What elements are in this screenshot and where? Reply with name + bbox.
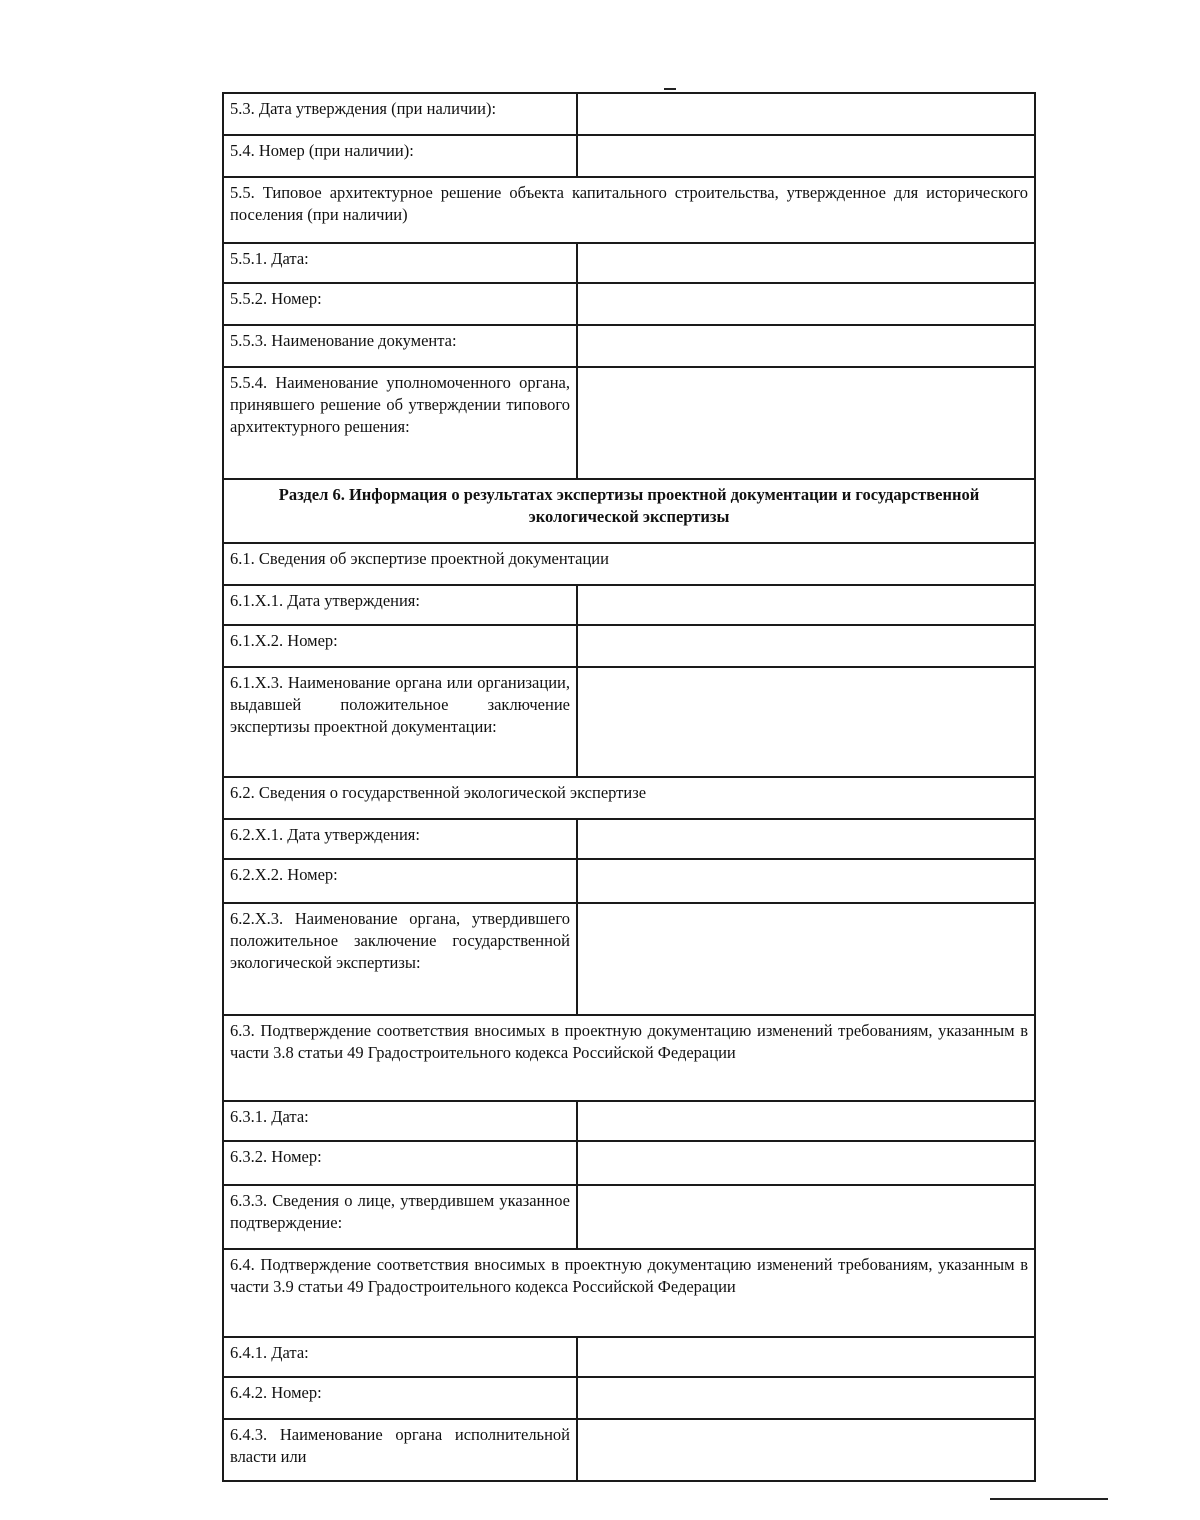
field-label: 5.5.1. Дата: xyxy=(223,243,577,283)
field-label: 6.2.X.3. Наименование органа, утвердившего положительное заключение государственной экологической экспертизы: xyxy=(223,903,577,1015)
table-row xyxy=(223,667,1035,777)
field-value[interactable] xyxy=(577,1185,1035,1249)
field-value[interactable] xyxy=(577,903,1035,1015)
table-row xyxy=(223,1141,1035,1185)
section-heading: 6.3. Подтверждение соответствия вносимых в проектную документацию изменений требованиям, указанным в части 3.8 статьи 49 Градостроительного кодекса Российской Федерации xyxy=(223,1015,1035,1101)
field-value[interactable] xyxy=(577,135,1035,177)
field-value[interactable] xyxy=(577,1337,1035,1377)
table-row xyxy=(223,819,1035,859)
field-value[interactable] xyxy=(577,819,1035,859)
table-row xyxy=(223,1419,1035,1481)
top-mark xyxy=(664,88,676,90)
subsection-heading: 6.1. Сведения об экспертизе проектной документации xyxy=(223,543,1035,585)
section-heading: 6.4. Подтверждение соответствия вносимых в проектную документацию изменений требованиям, указанным в части 3.9 статьи 49 Градостроительного кодекса Российской Федерации xyxy=(223,1249,1035,1337)
section-heading: 5.5. Типовое архитектурное решение объекта капитального строительства, утвержденное для исторического поселения (при наличии) xyxy=(223,177,1035,243)
field-label: 6.3.3. Сведения о лице, утвердившем указанное подтверждение: xyxy=(223,1185,577,1249)
field-value[interactable] xyxy=(577,1141,1035,1185)
field-label: 5.5.2. Номер: xyxy=(223,283,577,325)
field-label: 6.2.X.1. Дата утверждения: xyxy=(223,819,577,859)
field-value[interactable] xyxy=(577,625,1035,667)
field-value[interactable] xyxy=(577,93,1035,135)
table-row xyxy=(223,1249,1035,1337)
table-row xyxy=(223,585,1035,625)
field-value[interactable] xyxy=(577,1377,1035,1419)
subsection-heading: 6.2. Сведения о государственной экологической экспертизе xyxy=(223,777,1035,819)
field-value[interactable] xyxy=(577,367,1035,479)
table-row xyxy=(223,367,1035,479)
table-row xyxy=(223,135,1035,177)
table-row xyxy=(223,1337,1035,1377)
field-label: 6.1.X.1. Дата утверждения: xyxy=(223,585,577,625)
field-value[interactable] xyxy=(577,585,1035,625)
field-label: 6.3.2. Номер: xyxy=(223,1141,577,1185)
field-label: 5.4. Номер (при наличии): xyxy=(223,135,577,177)
table-row xyxy=(223,777,1035,819)
field-value[interactable] xyxy=(577,859,1035,903)
field-label: 6.4.1. Дата: xyxy=(223,1337,577,1377)
field-label: 6.1.X.3. Наименование органа или организации, выдавшей положительное заключение экспертизы проектной документации: xyxy=(223,667,577,777)
field-label: 5.3. Дата утверждения (при наличии): xyxy=(223,93,577,135)
table-row xyxy=(223,283,1035,325)
table-row xyxy=(223,1185,1035,1249)
table-row xyxy=(223,1377,1035,1419)
table-row xyxy=(223,1101,1035,1141)
section-title: Раздел 6. Информация о результатах экспертизы проектной документации и государственной экологической экспертизы xyxy=(223,479,1035,543)
table-row xyxy=(223,625,1035,667)
field-label: 5.5.4. Наименование уполномоченного органа, принявшего решение об утверждении типового архитектурного решения: xyxy=(223,367,577,479)
table-row xyxy=(223,479,1035,543)
field-label: 6.2.X.2. Номер: xyxy=(223,859,577,903)
table-row xyxy=(223,243,1035,283)
field-label: 6.1.X.2. Номер: xyxy=(223,625,577,667)
field-label: 5.5.3. Наименование документа: xyxy=(223,325,577,367)
field-label: 6.3.1. Дата: xyxy=(223,1101,577,1141)
table-row xyxy=(223,859,1035,903)
field-value[interactable] xyxy=(577,243,1035,283)
field-label: 6.4.3. Наименование органа исполнительной власти или xyxy=(223,1419,577,1481)
table-row xyxy=(223,177,1035,243)
field-value[interactable] xyxy=(577,325,1035,367)
bottom-rule xyxy=(990,1498,1108,1500)
field-label: 6.4.2. Номер: xyxy=(223,1377,577,1419)
table-row xyxy=(223,93,1035,135)
field-value[interactable] xyxy=(577,283,1035,325)
table-row xyxy=(223,903,1035,1015)
field-value[interactable] xyxy=(577,667,1035,777)
form-table xyxy=(222,92,1036,1482)
table-row xyxy=(223,325,1035,367)
field-value[interactable] xyxy=(577,1101,1035,1141)
table-row xyxy=(223,543,1035,585)
field-value[interactable] xyxy=(577,1419,1035,1481)
table-row xyxy=(223,1015,1035,1101)
